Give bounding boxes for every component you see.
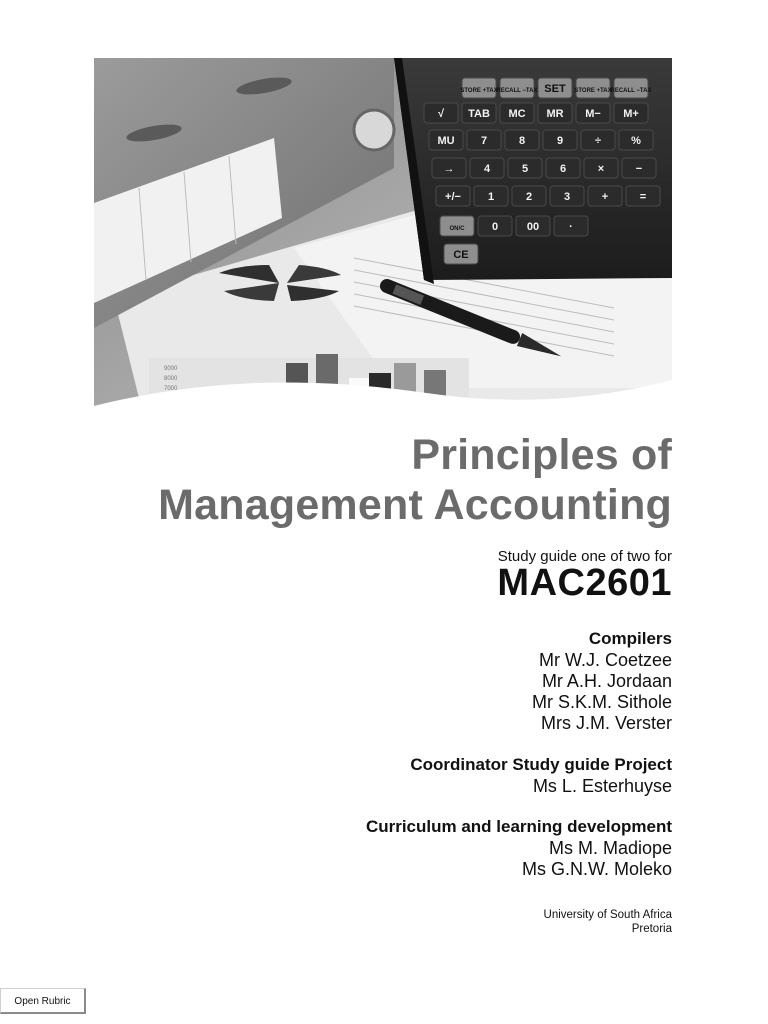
curriculum-section (366, 816, 672, 880)
calculator-key-label: SET (544, 83, 566, 95)
calculator-key-label: → (443, 163, 455, 175)
compiler-name: Mr S.K.M. Sithole (531, 692, 672, 712)
coordinator-section (410, 754, 672, 797)
calculator-key-label: + (601, 191, 609, 203)
calculator-key-label: 8 (518, 135, 526, 147)
coordinator-name: Ms L. Esterhuyse (532, 776, 672, 796)
axis-label: 9000 (164, 366, 178, 372)
calculator-key-label: MR (546, 108, 564, 120)
publisher-info (544, 908, 672, 932)
calculator-key-label: STORE +TAX (574, 88, 612, 94)
calculator-key-label: 4 (483, 163, 491, 175)
calculator-key-label: % (631, 135, 641, 147)
calculator-key-label: CE (453, 249, 469, 261)
city-name: Pretoria (631, 923, 672, 932)
university-name: University of South Africa (543, 909, 672, 921)
calculator-key-label: STORE +TAX (460, 88, 498, 94)
calculator-key-label: 00 (526, 221, 540, 233)
calculator-key-label: · (569, 221, 573, 233)
compilers-section (532, 628, 672, 734)
calculator-key-label: 0 (491, 221, 499, 233)
title-line-2: Management Accounting (158, 481, 672, 529)
calculator-key-label: RECALL −TAX (610, 88, 652, 94)
calculator-key-label: RECALL −TAX (496, 88, 538, 94)
calculator-key-label: M− (585, 108, 601, 120)
calculator-key-label: 7 (480, 135, 488, 147)
calculator-key-label: 2 (525, 191, 533, 203)
calculator-key-label: TAB (468, 108, 490, 120)
curriculum-heading: Curriculum and learning development (365, 817, 672, 836)
cover-photo (94, 58, 672, 458)
title-line-1: Principles of (411, 431, 672, 479)
calculator-key-label: M+ (623, 108, 639, 120)
calculator-key-label: 1 (487, 191, 495, 203)
axis-label: 8000 (164, 376, 178, 382)
calculator-key-label: MC (508, 108, 526, 120)
open-rubric-button[interactable]: Open Rubric (0, 988, 86, 1014)
compiler-name: Mr A.H. Jordaan (541, 671, 672, 691)
compilers-heading: Compilers (588, 629, 672, 648)
calculator-key-label: 5 (521, 163, 529, 175)
subtitle: Study guide one of two for (497, 548, 672, 565)
calculator-key-label: MU (437, 135, 455, 147)
curriculum-name: Ms M. Madiope (548, 838, 672, 858)
calculator-key-label: − (635, 163, 643, 175)
calculator-key-label: √ (437, 108, 445, 120)
compiler-name: Mr W.J. Coetzee (538, 650, 672, 670)
curriculum-name: Ms G.N.W. Moleko (521, 859, 672, 879)
calculator-key-label: +/− (445, 191, 461, 203)
document-title (94, 430, 672, 530)
coordinator-heading: Coordinator Study guide Project (410, 755, 672, 774)
calculator-key-label: = (639, 191, 647, 203)
calculator-key-label: 3 (563, 191, 571, 203)
calculator-key-label: ÷ (594, 135, 602, 147)
calculator-key-label: 6 (559, 163, 567, 175)
axis-label: 7000 (164, 386, 178, 392)
cover-page (94, 58, 672, 932)
course-code: MAC2601 (497, 562, 672, 604)
calculator-key-label: ON/C (449, 226, 465, 232)
calculator-key-label: × (597, 163, 605, 175)
compiler-name: Mrs J.M. Verster (540, 713, 672, 733)
calculator-key-label: 9 (556, 135, 564, 147)
